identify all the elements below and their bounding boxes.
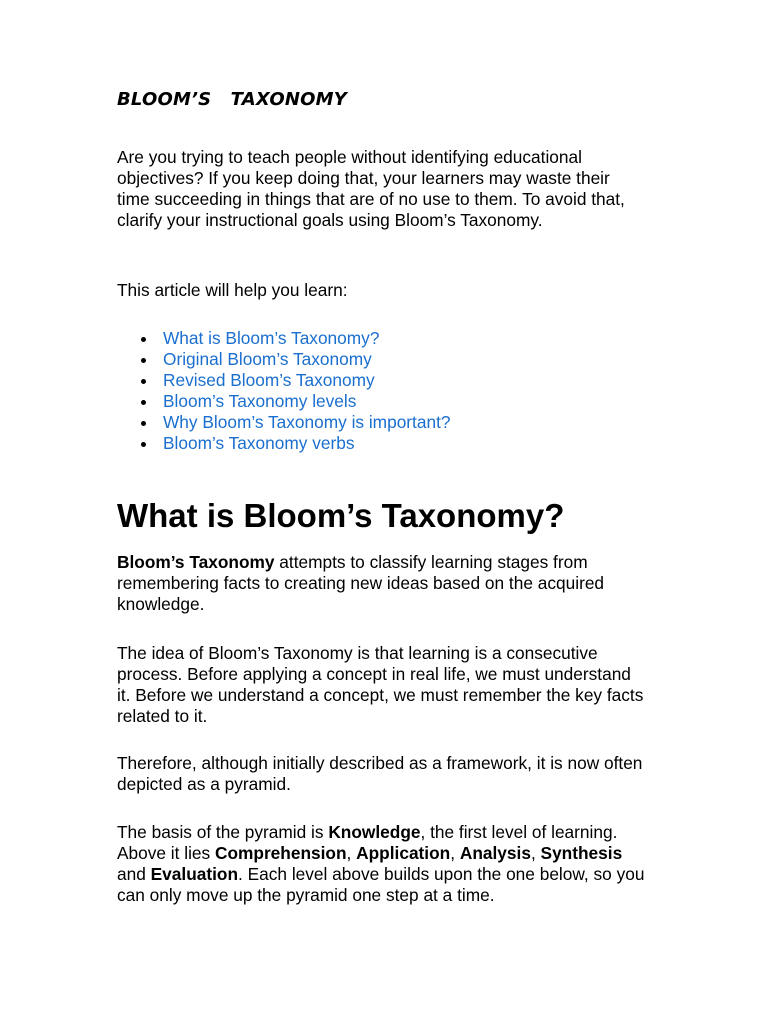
levels-paragraph	[117, 822, 647, 906]
toc-link-revised[interactable]: Revised Bloom’s Taxonomy	[163, 370, 375, 390]
toc-link-levels[interactable]: Bloom’s Taxonomy levels	[163, 391, 357, 411]
separator: ,	[450, 843, 460, 863]
bold-term-knowledge: Knowledge	[328, 822, 421, 842]
intro-paragraph: Are you trying to teach people without identifying educational objectives? If you keep doing that, your learners may waste their time succeeding in things that are of no use to them. To avoid that, clarify your instructional goals using Bloom’s Taxonomy.	[117, 147, 625, 230]
bullet-icon	[141, 421, 146, 426]
toc-link-verbs[interactable]: Bloom’s Taxonomy verbs	[163, 433, 355, 453]
pyramid-paragraph: Therefore, although initially described as a framework, it is now often depicted as a pyramid.	[117, 753, 643, 794]
toc-item	[117, 328, 451, 349]
separator: ,	[530, 843, 541, 863]
paragraph-text: The basis of the pyramid is	[117, 822, 329, 842]
toc-item	[117, 349, 451, 370]
lead-text: This article will help you learn:	[117, 280, 348, 300]
bold-term: Bloom’s Taxonomy	[117, 552, 275, 572]
separator: ,	[346, 843, 357, 863]
bullet-icon	[141, 400, 146, 405]
bold-term-application: Application	[356, 843, 451, 863]
bullet-icon	[141, 358, 146, 363]
idea-paragraph: The idea of Bloom’s Taxonomy is that learning is a consecutive process. Before applying a concept in real life, we must understand it. Before we understand a concept, we must remember the key facts related to it.	[117, 643, 644, 726]
bold-term-analysis: Analysis	[459, 843, 531, 863]
toc-link-why-important[interactable]: Why Bloom’s Taxonomy is important?	[163, 412, 451, 432]
paragraph-text: , the first level of learning. Above it lies	[117, 822, 618, 863]
paragraph-text: attempts to classify learning stages from remembering facts to creating new ideas based on the acquired knowledge.	[117, 552, 605, 614]
definition-paragraph	[117, 552, 647, 615]
document-title: BLOOM’S TAXONOMY	[117, 89, 347, 110]
bold-term-synthesis: Synthesis	[540, 843, 623, 863]
toc-link-original[interactable]: Original Bloom’s Taxonomy	[163, 349, 372, 369]
bullet-icon	[141, 337, 146, 342]
table-of-contents	[117, 328, 451, 454]
paragraph-text: . Each level above builds upon the one below, so you can only move up the pyramid one step at a time.	[117, 864, 645, 905]
bold-term-comprehension: Comprehension	[214, 843, 347, 863]
section-heading: What is Bloom’s Taxonomy?	[117, 497, 565, 534]
toc-link-what-is[interactable]: What is Bloom’s Taxonomy?	[163, 328, 380, 348]
toc-item	[117, 370, 451, 391]
toc-item	[117, 391, 451, 412]
bullet-icon	[141, 442, 146, 447]
toc-item	[117, 412, 451, 433]
bullet-icon	[141, 379, 146, 384]
toc-item	[117, 433, 451, 454]
bold-term-evaluation: Evaluation	[150, 864, 239, 884]
paragraph-text: and	[117, 864, 151, 884]
